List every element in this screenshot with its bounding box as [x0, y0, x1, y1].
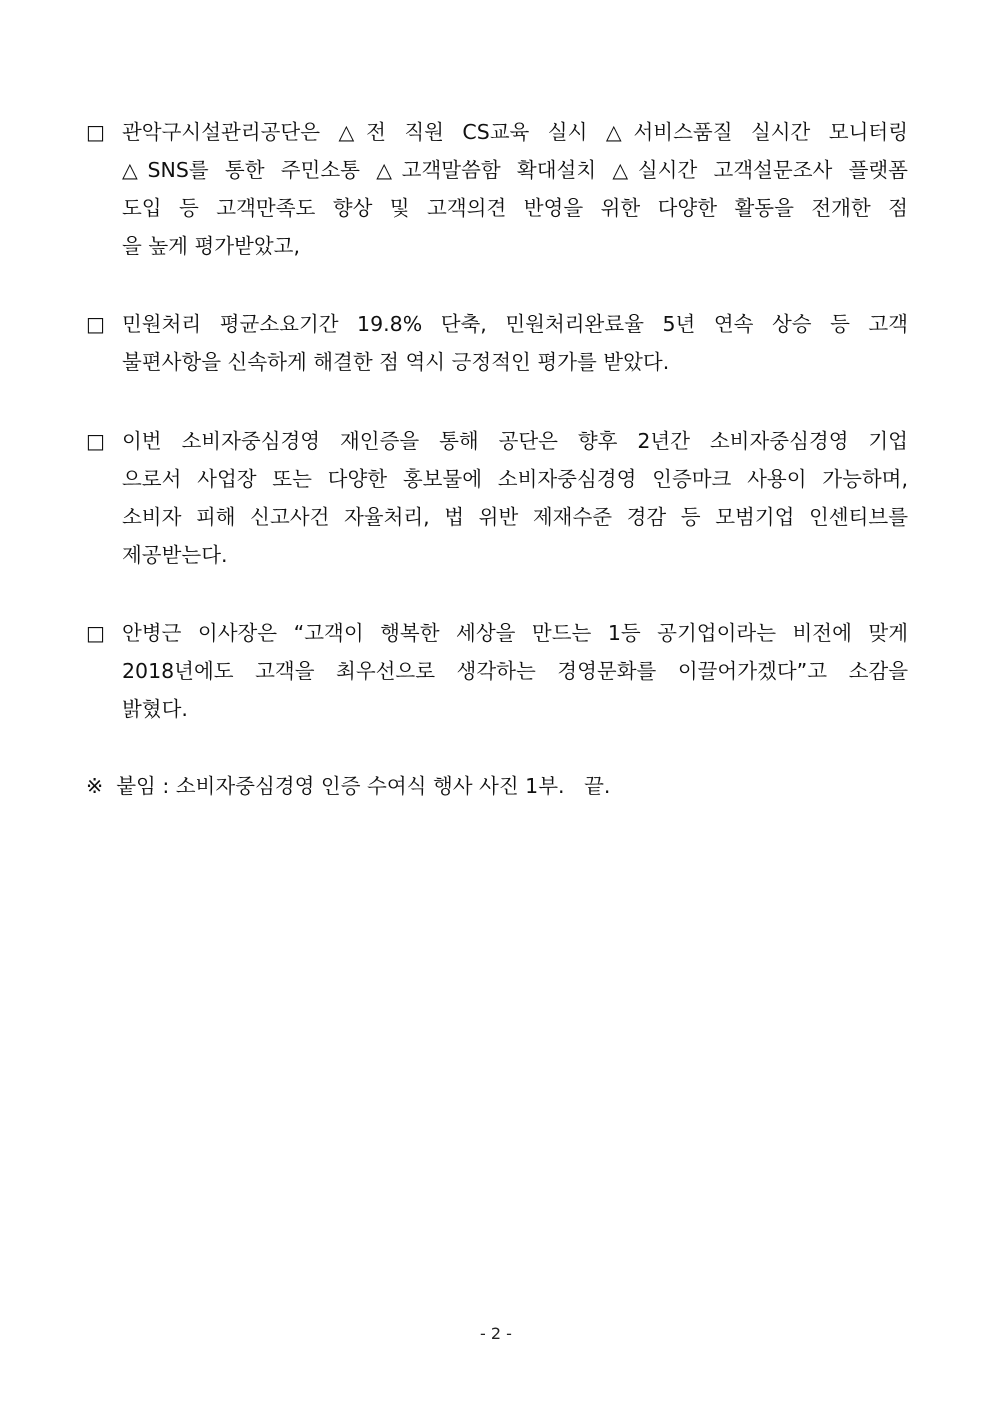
paragraph-line: 안병근 이사장은 “고객이 행복한 세상을 만드는 1등 공기업이라는 비전에 맞게	[122, 621, 908, 645]
checkbox-bullet-icon: □	[86, 120, 105, 144]
paragraph-line: 으로서 사업장 또는 다양한 홍보물에 소비자중심경영 인증마크 사용이 가능하며,	[122, 467, 908, 491]
checkbox-bullet-icon: □	[86, 429, 105, 453]
paragraph-line: 밝혔다.	[122, 697, 188, 721]
paragraph-line: 도입 등 고객만족도 향상 및 고객의견 반영을 위한 다양한 활동을 전개한 점	[122, 196, 908, 220]
checkbox-bullet-icon: □	[86, 312, 105, 336]
paragraph-line: △SNS를 통한 주민소통 △고객말씀함 확대설치 △실시간 고객설문조사 플랫폼	[122, 158, 908, 182]
page-number: - 2 -	[480, 1324, 512, 1343]
paragraph-line: 민원처리 평균소요기간 19.8% 단축, 민원처리완료율 5년 연속 상승 등 고객	[122, 312, 908, 336]
paragraph-line: 2018년에도 고객을 최우선으로 생각하는 경영문화를 이끌어가겠다”고 소감을	[122, 659, 908, 683]
paragraph-line: 을 높게 평가받았고,	[122, 234, 300, 258]
paragraph-line: 이번 소비자중심경영 재인증을 통해 공단은 향후 2년간 소비자중심경영 기업	[122, 429, 908, 453]
attachment-note: ※ 붙임 : 소비자중심경영 인증 수여식 행사 사진 1부. 끝.	[86, 774, 611, 798]
paragraph-line: 불편사항을 신속하게 해결한 점 역시 긍정적인 평가를 받았다.	[122, 350, 670, 374]
paragraph-line: 관악구시설관리공단은 △전 직원 CS교육 실시 △서비스품질 실시간 모니터링	[122, 120, 908, 144]
checkbox-bullet-icon: □	[86, 621, 105, 645]
paragraph-line: 제공받는다.	[122, 543, 228, 567]
paragraph-line: 소비자 피해 신고사건 자율처리, 법 위반 제재수준 경감 등 모범기업 인센티브를	[122, 505, 908, 529]
